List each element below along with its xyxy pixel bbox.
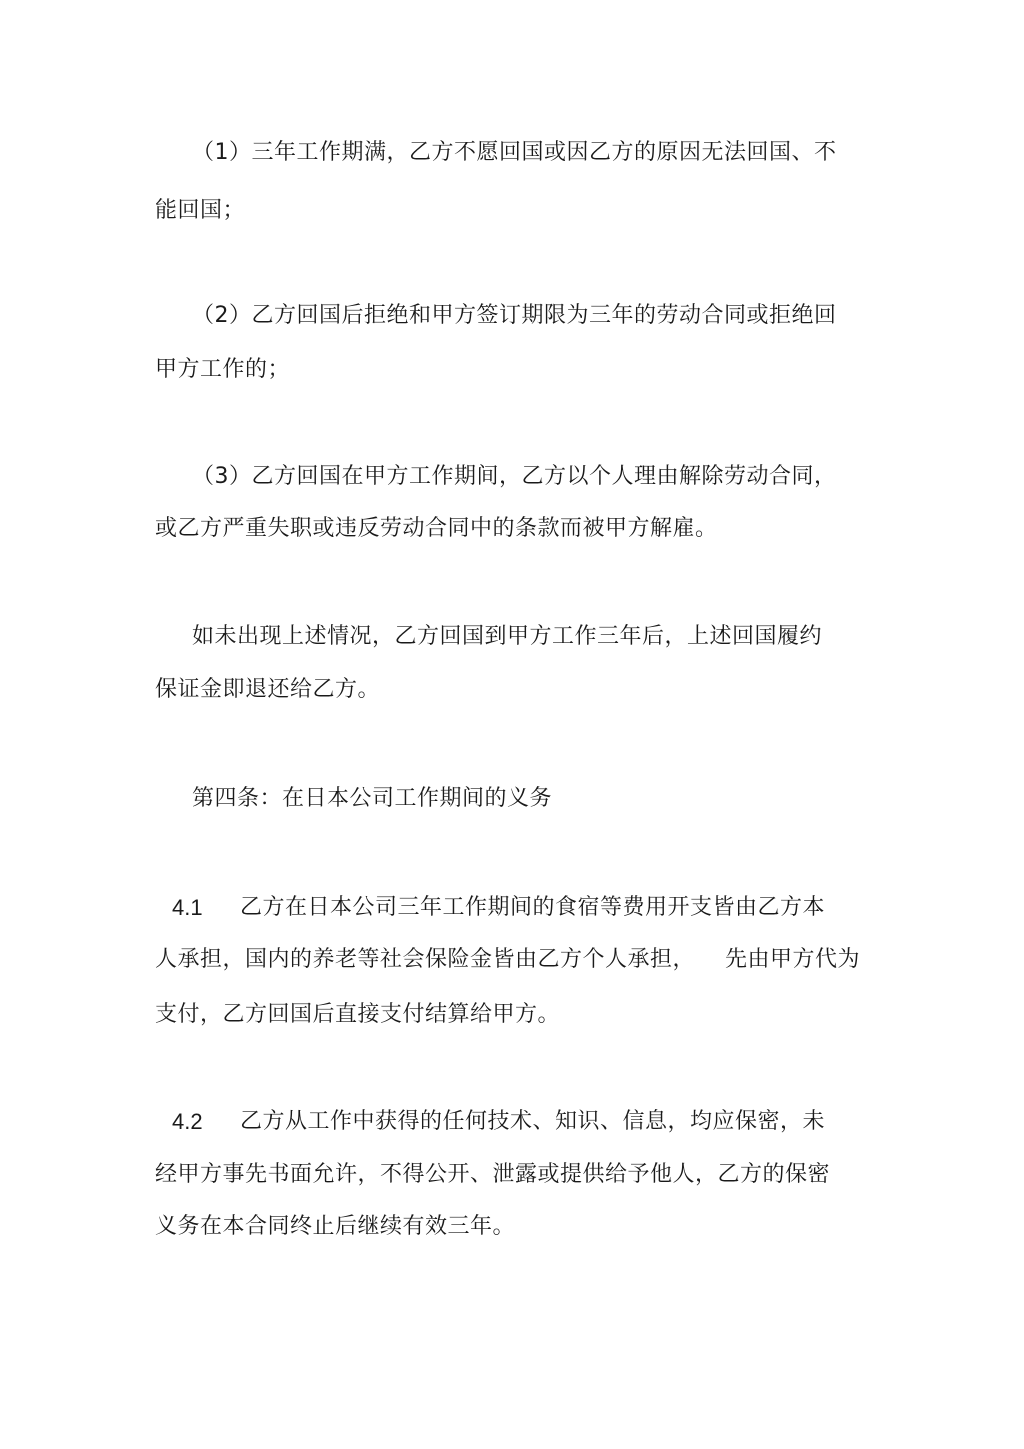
clause-4-1-line-1: 乙方在日本公司三年工作期间的食宿等费用开支皆由乙方本 <box>240 895 826 920</box>
paragraph-1-line-2: 能回国； <box>155 198 246 223</box>
clause-4-1-number: 4.1 <box>172 895 203 920</box>
clause-4-1-line-3: 支付，乙方回国后直接支付结算给甲方。 <box>155 1002 561 1027</box>
clause-4-2-line-1: 乙方从工作中获得的任何技术、知识、信息，均应保密，未 <box>240 1109 826 1134</box>
clause-4-1-line-2a: 人承担，国内的养老等社会保险金皆由乙方个人承担， <box>155 947 696 972</box>
paragraph-3-line-1: （3）乙方回国在甲方工作期间，乙方以个人理由解除劳动合同， <box>192 464 837 489</box>
article-4-heading: 第四条：在日本公司工作期间的义务 <box>192 786 553 811</box>
paragraph-2-line-1: （2）乙方回国后拒绝和甲方签订期限为三年的劳动合同或拒绝回 <box>192 303 837 328</box>
clause-4-1-line-2b: 先由甲方代为 <box>725 947 861 972</box>
clause-4-2-number: 4.2 <box>172 1109 203 1134</box>
paragraph-4-line-1: 如未出现上述情况，乙方回国到甲方工作三年后，上述回国履约 <box>192 624 823 649</box>
paragraph-3-line-2: 或乙方严重失职或违反劳动合同中的条款而被甲方解雇。 <box>155 516 718 541</box>
clause-4-2-line-2: 经甲方事先书面允许，不得公开、泄露或提供给予他人，乙方的保密 <box>155 1162 831 1187</box>
clause-4-2-line-3: 义务在本合同终止后继续有效三年。 <box>155 1214 516 1239</box>
paragraph-4-line-2: 保证金即退还给乙方。 <box>155 677 381 702</box>
paragraph-1-line-1: （1）三年工作期满，乙方不愿回国或因乙方的原因无法回国、不 <box>192 140 837 165</box>
clause-4-1-line-2 <box>155 945 860 975</box>
paragraph-2-line-2: 甲方工作的； <box>155 357 291 382</box>
